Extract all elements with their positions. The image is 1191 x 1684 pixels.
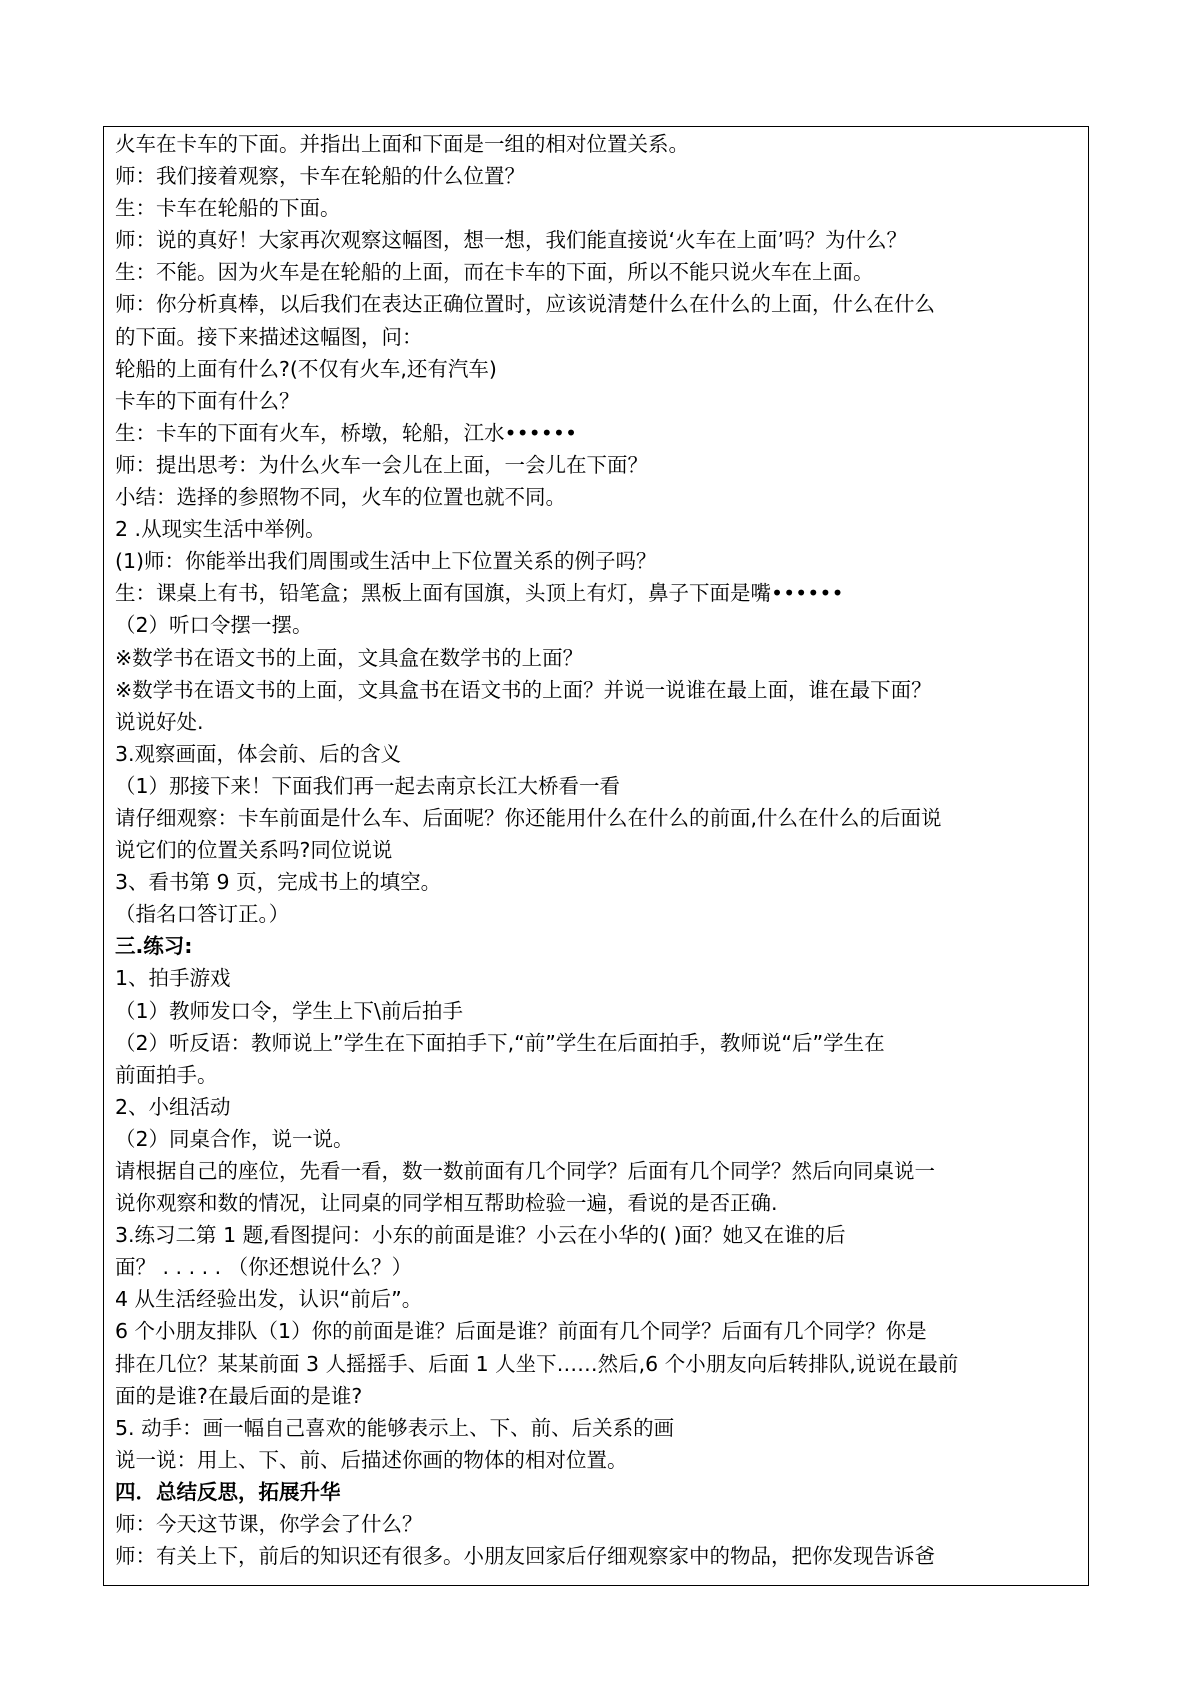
text-line: 生：课桌上有书，铅笔盒；黑板上面有国旗，头顶上有灯，鼻子下面是嘴•••••• bbox=[115, 581, 844, 606]
text-line: 说你观察和数的情况，让同桌的同学相互帮助检验一遍，看说的是否正确. bbox=[115, 1191, 778, 1216]
lesson-plan-text bbox=[115, 128, 1080, 1572]
text-line: （2）听反语：教师说上”学生在下面拍手下,“前”学生在后面拍手，教师说“后”学生在 bbox=[115, 1030, 885, 1055]
text-line: ※数学书在语文书的上面，文具盒书在语文书的上面？并说一说谁在最上面，谁在最下面？ bbox=[115, 677, 932, 702]
text-line: 师：今天这节课，你学会了什么？ bbox=[115, 1512, 423, 1537]
text-line: 6 个小朋友排队（1）你的前面是谁？后面是谁？前面有几个同学？后面有几个同学？你是 bbox=[115, 1319, 927, 1344]
text-line: 请根据自己的座位，先看一看，数一数前面有几个同学？后面有几个同学？然后向同桌说一 bbox=[115, 1159, 935, 1183]
text-line: （指名口答订正。） bbox=[115, 902, 290, 927]
text-line: (1)师：你能举出我们周围或生活中上下位置关系的例子吗？ bbox=[115, 549, 657, 574]
text-line: 面？ . . . . . （你还想说什么？） bbox=[115, 1255, 413, 1280]
text-line: 师：有关上下，前后的知识还有很多。小朋友回家后仔细观察家中的物品，把你发现告诉爸 bbox=[115, 1544, 935, 1569]
text-line: 师：我们接着观察，卡车在轮船的什么位置？ bbox=[115, 164, 525, 189]
text-line: （1）教师发口令，学生上下\前后拍手 bbox=[115, 998, 463, 1023]
text-line: ※数学书在语文书的上面，文具盒在数学书的上面？ bbox=[115, 645, 584, 670]
section-heading: 四．总结反思，拓展升华 bbox=[115, 1479, 341, 1504]
text-line: 4 从生活经验出发，认识“前后”。 bbox=[115, 1287, 423, 1312]
text-line: 生：卡车在轮船的下面。 bbox=[115, 196, 341, 221]
text-line: 说一说：用上、下、前、后描述你画的物体的相对位置。 bbox=[115, 1447, 628, 1472]
text-line: 卡车的下面有什么？ bbox=[115, 388, 300, 413]
text-line: 面的是谁?在最后面的是谁? bbox=[115, 1383, 363, 1408]
text-line: 师：提出思考：为什么火车一会儿在上面，一会儿在下面？ bbox=[115, 452, 648, 477]
text-line: 火车在卡车的下面。并指出上面和下面是一组的相对位置关系。 bbox=[115, 132, 689, 156]
text-line: 的下面。接下来描述这幅图，问： bbox=[115, 324, 423, 349]
text-line: 3、看书第 9 页，完成书上的填空。 bbox=[115, 870, 442, 895]
text-line: （2）听口令摆一摆。 bbox=[115, 613, 313, 638]
text-line: 生：不能。因为火车是在轮船的上面，而在卡车的下面，所以不能只说火车在上面。 bbox=[115, 260, 874, 285]
text-line: 说它们的位置关系吗?同位说说 bbox=[115, 838, 393, 863]
text-line: 轮船的上面有什么?(不仅有火车,还有汽车) bbox=[115, 356, 497, 381]
text-line: 师：说的真好！大家再次观察这幅图，想一想，我们能直接说‘火车在上面’吗？为什么？ bbox=[115, 228, 908, 253]
text-line: 师：你分析真棒，以后我们在表达正确位置时，应该说清楚什么在什么的上面，什么在什么 bbox=[115, 292, 935, 317]
text-line: （2）同桌合作，说一说。 bbox=[115, 1126, 354, 1151]
text-line: 排在几位？某某前面 3 人摇摇手、后面 1 人坐下……然后,6 个小朋友向后转排队,说说在最前 bbox=[115, 1351, 959, 1376]
table-cell-frame bbox=[103, 126, 1089, 1586]
text-line: 2、小组活动 bbox=[115, 1094, 231, 1119]
text-line: 1、拍手游戏 bbox=[115, 966, 231, 991]
text-line: 小结：选择的参照物不同，火车的位置也就不同。 bbox=[115, 485, 566, 510]
text-line: 请仔细观察：卡车前面是什么车、后面呢？你还能用什么在什么的前面,什么在什么的后面说 bbox=[115, 805, 942, 830]
text-line: 3.观察画面，体会前、后的含义 bbox=[115, 741, 402, 766]
text-line: 2 .从现实生活中举例。 bbox=[115, 517, 326, 542]
text-line: （1）那接下来！下面我们再一起去南京长江大桥看一看 bbox=[115, 773, 621, 798]
text-line: 5. 动手：画一幅自己喜欢的能够表示上、下、前、后关系的画 bbox=[115, 1415, 675, 1440]
text-line: 3.练习二第 1 题,看图提问：小东的前面是谁？小云在小华的( )面？她又在谁的后 bbox=[115, 1223, 846, 1248]
text-line: 生：卡车的下面有火车，桥墩，轮船，江水•••••• bbox=[115, 420, 578, 445]
section-heading: 三.练习: bbox=[115, 934, 193, 959]
text-line: 前面拍手。 bbox=[115, 1062, 218, 1087]
text-line: 说说好处. bbox=[115, 709, 204, 734]
